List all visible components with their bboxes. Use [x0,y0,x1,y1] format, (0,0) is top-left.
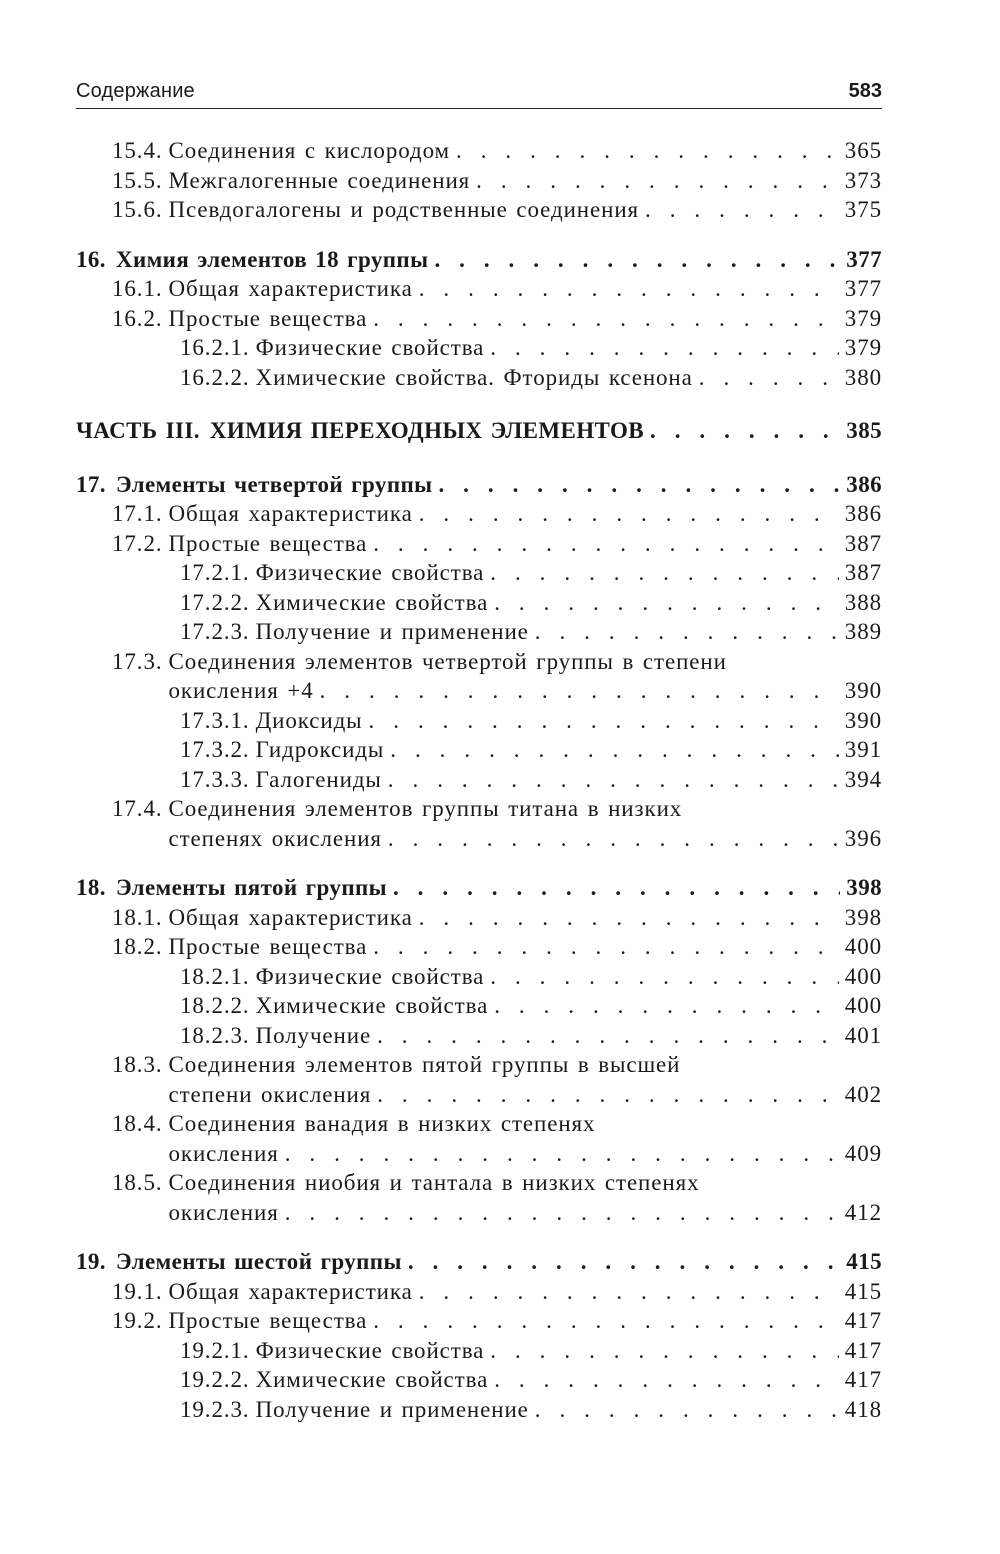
toc-entry-title: Элементы четвертой группы [115,471,433,497]
toc-entry-page: 387 [844,560,882,585]
toc-entry-body [169,794,883,853]
toc-entry-number: 19.2.1. [180,1337,250,1363]
toc-entry-title: Общая характеристика [168,904,413,930]
toc-entry-number: 17.3. [112,648,163,674]
dot-leader [456,136,839,166]
toc-entry-title: Химические свойства. Фториды ксенона [255,364,693,390]
toc-entry-title-line2: окисления [168,1140,279,1166]
toc-entry-number: 17.3.3. [180,766,250,792]
toc-entry-title: Гидроксиды [255,737,385,762]
toc-entry-page: 398 [844,904,882,930]
toc-entry-number: 17.2.3. [180,619,250,644]
toc-entry-body [256,1395,882,1425]
toc-entry-body [256,765,882,795]
dot-leader [377,1080,839,1110]
toc-entry-page: 377 [844,276,882,301]
toc-entry-title-line2: степени окисления [168,1081,372,1107]
toc-entry-page: 390 [844,707,882,733]
toc-entry-page: 400 [844,993,882,1018]
toc-chapter-entry [76,470,882,500]
toc-entry-body [169,1306,883,1336]
toc-entry-page: 388 [844,589,882,615]
toc-entry-body [256,588,882,618]
dot-leader [645,195,839,225]
toc-entry-number: 18.2. [112,934,163,959]
toc-entry-body [169,1050,883,1109]
toc-entry [76,617,882,647]
toc-entry-number: 19.2. [112,1308,163,1333]
toc-entry-body [169,195,883,225]
toc-entry-number: 16.1. [112,276,163,301]
toc-entry-body [256,735,882,765]
running-header [76,77,882,103]
toc-entry-title-line2: окисления +4 [168,678,314,703]
toc-entry-page: 398 [846,875,882,900]
toc-entry [76,274,882,304]
dot-leader [476,166,839,196]
toc-entry [76,706,882,736]
toc-entry [76,794,882,853]
toc-entry-page: 412 [844,1199,882,1225]
toc-entry-number: 18.1. [112,904,163,930]
toc-entry-page: 402 [844,1081,882,1107]
toc-entry-title-line2: степенях окисления [168,825,382,851]
toc-chapter-entry [76,873,882,903]
toc-entry-page: 373 [844,167,882,193]
toc-entry-body [256,706,882,736]
toc-entry-title: Химические свойства [255,589,489,615]
toc-entry-body [116,245,882,275]
toc-entry-number: 19.1. [112,1278,163,1304]
toc-entry-body [256,333,882,363]
toc-entry [76,1021,882,1051]
toc-entry-body [116,873,882,903]
toc-entry-number: 17. [76,471,106,497]
toc-chapter-entry [76,1247,882,1277]
dot-leader [535,1395,839,1425]
toc-entry [76,304,882,334]
dot-leader [535,617,839,647]
toc-entry-page: 417 [844,1367,882,1392]
header-page-number: 583 [848,80,882,102]
toc-entry-title: Общая характеристика [168,501,413,526]
toc-entry-title: Физические свойства [255,560,485,585]
toc-entry [76,1336,882,1366]
dot-leader [650,416,840,446]
toc-entry-number: 18.2.2. [180,993,250,1018]
toc-entry [76,903,882,933]
toc-entry-number: 18.2.1. [180,963,250,989]
toc-part-entry [76,416,882,446]
toc-entry-body [169,499,883,529]
toc-entry-title: Химия элементов 18 группы [115,246,429,272]
toc-entry-body [169,529,883,559]
toc-entry-title: Химические свойства [255,993,489,1018]
dot-leader [373,304,839,334]
toc-entry-number: 18.2.3. [180,1022,250,1048]
toc-entry [76,558,882,588]
toc-entry-title-line1: Соединения элементов группы титана в низких [168,796,683,821]
toc-entry-body [169,647,883,706]
toc-entry-number: 19.2.2. [180,1367,250,1392]
toc-entry-body [116,1247,882,1277]
toc-entry-body [256,1336,882,1366]
toc-entry-body [210,416,882,446]
toc-entry-page: 385 [846,418,882,443]
toc-entry-number: 19.2.3. [180,1396,250,1422]
toc-entry-page: 377 [846,246,882,272]
toc-entry-title-line1: Соединения элементов четвертой группы в степени [168,648,727,674]
toc-entry-title: Получение [255,1022,372,1048]
toc-entry-body [256,991,882,1021]
toc-entry [76,932,882,962]
toc-entry [76,1395,882,1425]
toc-entry-page: 391 [844,737,882,762]
toc-entry-title: Межгалогенные соединения [168,167,471,193]
toc-entry-number: 17.3.2. [180,737,250,762]
toc-entry-body [169,166,883,196]
dot-leader [434,245,840,275]
dot-leader [490,962,839,992]
toc-entry-body [116,470,882,500]
toc-entry-line2 [169,676,883,706]
toc-entry-title: Простые вещества [168,1308,368,1333]
toc-entry-page: 387 [844,530,882,556]
toc-entry-title: Элементы пятой группы [115,875,387,900]
toc-entry-title: Соединения с кислородом [168,138,450,163]
toc-entry-body [256,617,882,647]
toc-entry-title-line1: Соединения ванадия в низких степенях [168,1111,596,1136]
toc-entry-number: 17.2.1. [180,560,250,585]
dot-leader [285,1198,839,1228]
toc-entry [76,647,882,706]
toc-entry-title: Общая характеристика [168,1278,413,1304]
toc-entry-title: Физические свойства [255,335,485,360]
toc-entry [76,1365,882,1395]
toc-entry-page: 379 [844,335,882,360]
table-of-contents [76,136,882,1424]
header-section-title: Содержание [76,80,195,102]
toc-entry-page: 375 [844,197,882,222]
toc-entry-page: 390 [844,678,882,703]
toc-entry [76,1306,882,1336]
toc-entry-number: 17.2.2. [180,589,250,615]
toc-entry-line2 [169,1080,883,1110]
toc-entry-page: 415 [844,1278,882,1304]
toc-entry-page: 417 [844,1308,882,1333]
toc-entry-number: 18. [76,875,106,900]
toc-entry-title: Простые вещества [168,934,368,959]
toc-entry-title: Галогениды [255,766,382,792]
toc-entry-body [256,363,882,393]
toc-entry-number: 17.4. [112,796,163,821]
toc-entry-title: Простые вещества [168,530,368,556]
toc-entry-number: 15.4. [112,138,163,163]
toc-entry [76,588,882,618]
toc-entry-line2 [169,1139,883,1169]
toc-entry-body [169,136,883,166]
toc-entry-title: Простые вещества [168,305,368,331]
dot-leader [373,932,839,962]
toc-entry-title: Физические свойства [255,963,485,989]
toc-entry-title: Диоксиды [255,707,363,733]
toc-entry-body [169,1109,883,1168]
toc-entry-page: 379 [844,305,882,331]
dot-leader [419,903,839,933]
toc-entry-number: 15.6. [112,197,163,222]
toc-entry-page: 400 [844,934,882,959]
dot-leader [388,824,839,854]
dot-leader [490,333,839,363]
toc-entry [76,765,882,795]
toc-entry-number: 17.1. [112,501,163,526]
dot-leader [419,274,839,304]
toc-entry-title: Химические свойства [255,1367,489,1392]
toc-entry [76,1168,882,1227]
toc-entry-title: Элементы шестой группы [115,1249,402,1274]
dot-leader [373,529,839,559]
toc-entry-page: 386 [846,471,882,497]
dot-leader [490,1336,839,1366]
toc-entry [76,166,882,196]
toc-entry-page: 409 [844,1140,882,1166]
toc-entry [76,1050,882,1109]
toc-entry-number: ЧАСТЬ III. [76,418,200,443]
toc-entry [76,499,882,529]
toc-entry-number: 15.5. [112,167,163,193]
dot-leader [438,470,840,500]
toc-entry-page: 400 [844,963,882,989]
toc-entry-page: 389 [844,619,882,644]
toc-entry-page: 418 [844,1396,882,1422]
toc-entry-title: ХИМИЯ ПЕРЕХОДНЫХ ЭЛЕМЕНТОВ [209,418,645,443]
dot-leader [377,1021,839,1051]
dot-leader [699,363,839,393]
toc-entry-number: 17.2. [112,530,163,556]
toc-entry-body [169,1168,883,1227]
toc-entry-body [256,558,882,588]
toc-entry-line2 [169,1198,883,1228]
toc-entry-number: 18.3. [112,1052,163,1077]
toc-entry-page: 365 [844,138,882,163]
dot-leader [408,1247,840,1277]
toc-entry-title: Общая характеристика [168,276,413,301]
toc-entry-page: 401 [844,1022,882,1048]
toc-entry-page: 396 [844,825,882,851]
dot-leader [320,676,839,706]
toc-entry-page: 415 [846,1249,882,1274]
toc-entry-number: 18.4. [112,1111,163,1136]
toc-entry-number: 19. [76,1249,106,1274]
toc-entry-page: 380 [844,364,882,390]
toc-entry-body [169,304,883,334]
toc-entry-page: 417 [844,1337,882,1363]
toc-entry-title: Псевдогалогены и родственные соединения [168,197,640,222]
toc-entry [76,363,882,393]
toc-entry-page: 394 [844,766,882,792]
toc-entry-body [169,274,883,304]
toc-entry-page: 386 [844,501,882,526]
toc-entry-title: Физические свойства [255,1337,485,1363]
toc-entry-title-line1: Соединения ниобия и тантала в низких степенях [168,1170,700,1195]
header-rule [76,108,882,109]
toc-entry-number: 16. [76,246,106,272]
dot-leader [373,1306,839,1336]
dot-leader [494,1365,839,1395]
toc-entry-title-line2: окисления [168,1199,279,1225]
toc-entry-body [256,962,882,992]
toc-entry-body [169,932,883,962]
dot-leader [285,1139,839,1169]
toc-entry [76,991,882,1021]
dot-leader [419,499,839,529]
dot-leader [393,873,840,903]
toc-entry-number: 16.2.2. [180,364,250,390]
dot-leader [369,706,839,736]
toc-entry-body [169,903,883,933]
dot-leader [490,558,839,588]
toc-entry [76,1277,882,1307]
toc-entry-number: 17.3.1. [180,707,250,733]
dot-leader [388,765,839,795]
toc-entry [76,333,882,363]
toc-entry-number: 16.2. [112,305,163,331]
toc-entry [76,735,882,765]
toc-entry [76,962,882,992]
toc-entry [76,195,882,225]
toc-entry-body [256,1021,882,1051]
dot-leader [390,735,839,765]
dot-leader [494,588,839,618]
toc-entry-title-line1: Соединения элементов пятой группы в высшей [168,1052,681,1077]
toc-entry-body [256,1365,882,1395]
toc-entry-body [169,1277,883,1307]
toc-entry [76,136,882,166]
toc-entry-number: 18.5. [112,1170,163,1195]
toc-chapter-entry [76,245,882,275]
toc-entry [76,529,882,559]
toc-entry-title: Получение и применение [255,1396,529,1422]
toc-entry-line2 [169,824,883,854]
dot-leader [419,1277,839,1307]
toc-entry [76,1109,882,1168]
toc-entry-number: 16.2.1. [180,335,250,360]
dot-leader [494,991,839,1021]
toc-entry-title: Получение и применение [255,619,529,644]
